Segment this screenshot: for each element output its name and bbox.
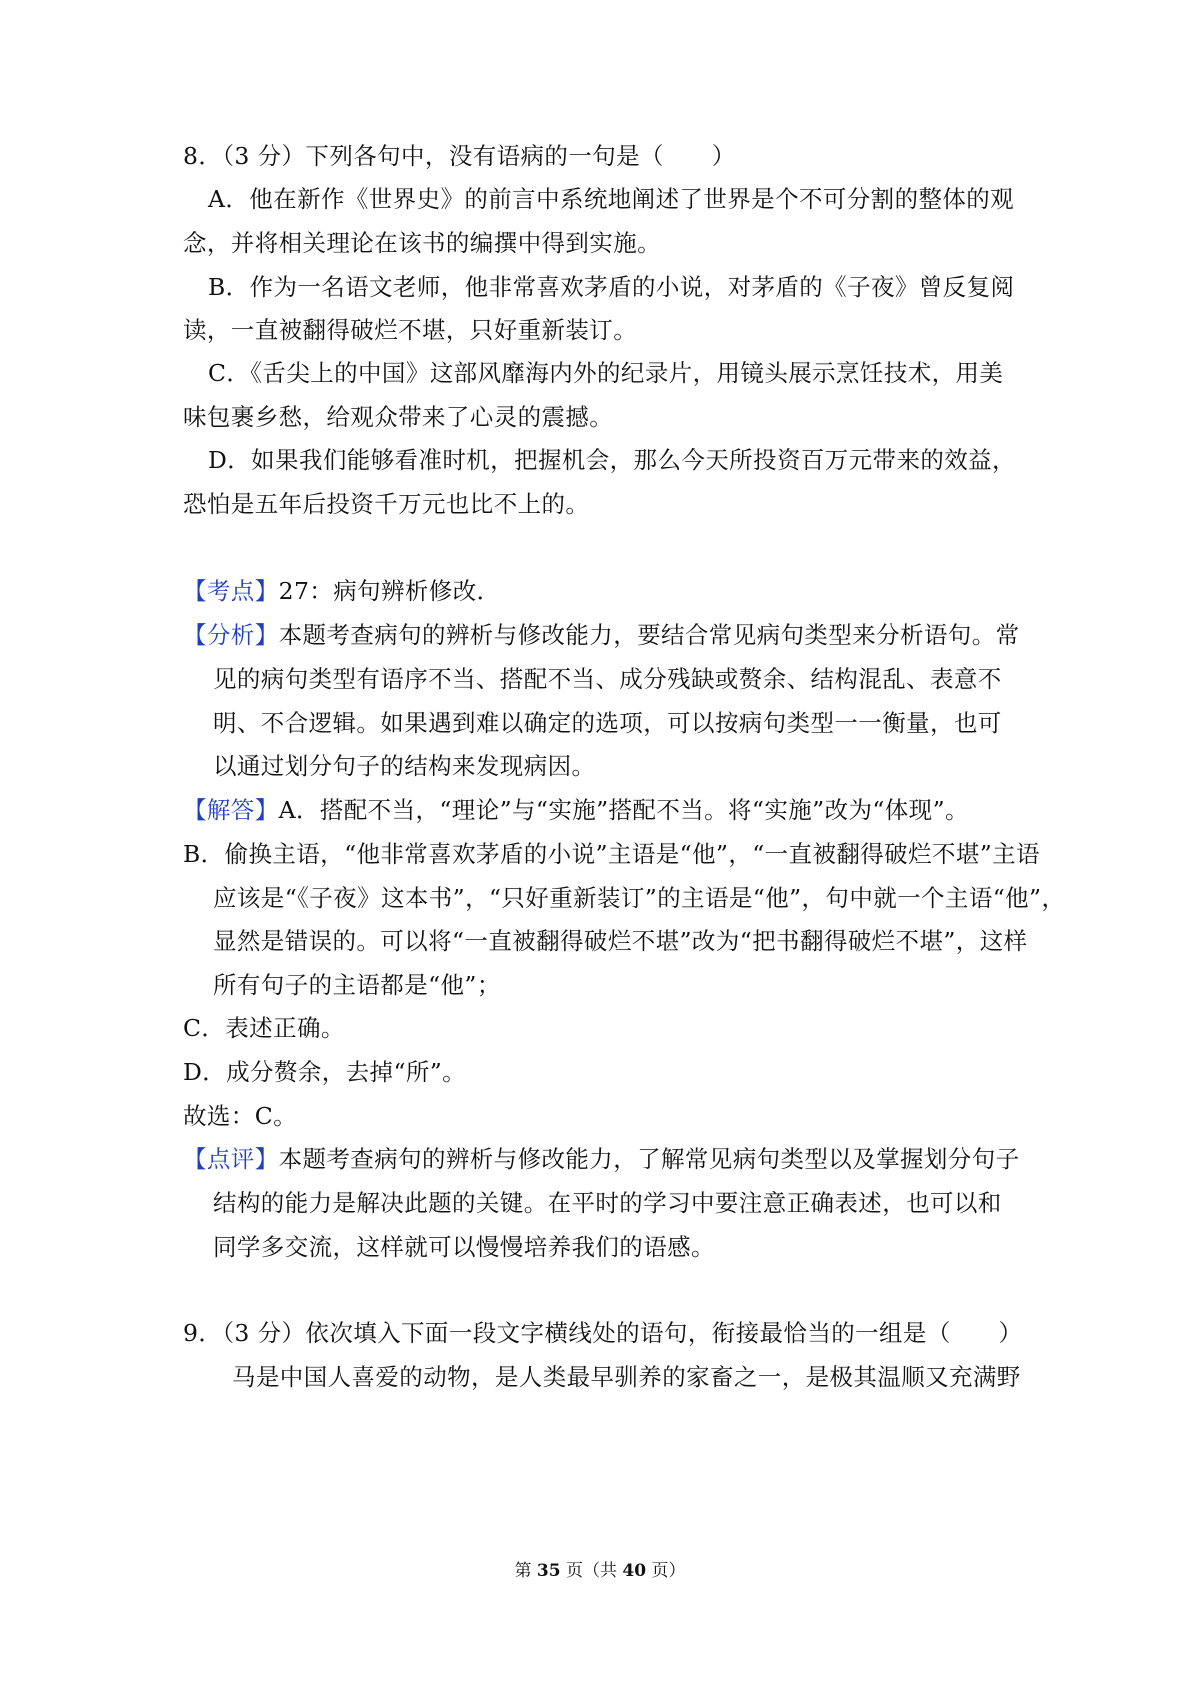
option-b-line1: B．作为一名语文老师，他非常喜欢茅盾的小说，对茅盾的《子夜》曾反复阅 [208, 273, 1015, 301]
kaodian-tag: 【考点】 [183, 577, 279, 605]
option-a-line1: A．他在新作《世界史》的前言中系统地阐述了世界是个不可分割的整体的观 [208, 185, 1015, 213]
jieda-row [183, 794, 1023, 826]
jieda-b-line3: 显然是错误的。可以将“一直被翻得破烂不堪”改为“把书翻得破烂不堪”，这样 [213, 927, 1028, 955]
jieda-c-line: C．表述正确。 [183, 1014, 345, 1042]
option-c-line1: C．《舌尖上的中国》这部风靡海内外的纪录片，用镜头展示烹饪技术，用美 [208, 359, 1004, 387]
jieda-line1: A．搭配不当，“理论”与“实施”搭配不当。将“实施”改为“体现”。 [278, 796, 969, 824]
jieda-tag: 【解答】 [183, 796, 279, 824]
option-d-line2: 恐怕是五年后投资千万元也比不上的。 [183, 490, 590, 518]
kaodian-row [183, 575, 1023, 607]
fenxi-line2: 见的病句类型有语序不当、搭配不当、成分残缺或赘余、结构混乱、表意不 [213, 665, 1002, 693]
fenxi-line1: 本题考查病句的辨析与修改能力，要结合常见病句类型来分析语句。常 [278, 621, 1020, 649]
option-d-line1: D．如果我们能够看准时机，把握机会，那么今天所投资百万元带来的效益， [208, 446, 1016, 474]
footer-suffix: 页） [646, 1561, 686, 1581]
kaodian-text: 27：病句辨析修改． [278, 577, 501, 605]
dianping-line3: 同学多交流，这样就可以慢慢培养我们的语感。 [213, 1233, 715, 1261]
option-a-line2: 念，并将相关理论在该书的编撰中得到实施。 [183, 229, 661, 257]
option-b-line2: 读，一直被翻得破烂不堪，只好重新装订。 [183, 316, 638, 344]
question-9-stem: 9．（3 分）依次填入下面一段文字横线处的语句，衔接最恰当的一组是（ ） [183, 1319, 1023, 1347]
fenxi-row [183, 619, 1023, 651]
fenxi-tag: 【分析】 [183, 621, 279, 649]
question-9-paragraph: 马是中国人喜爱的动物，是人类最早驯养的家畜之一，是极其温顺又充满野 [232, 1363, 1021, 1391]
footer-total-pages: 40 [622, 1561, 647, 1581]
jieda-d-line: D．成分赘余，去掉“所”。 [183, 1058, 467, 1086]
question-8-stem: 8．（3 分）下列各句中，没有语病的一句是（ ） [183, 142, 736, 170]
footer-prefix: 第 [514, 1561, 537, 1581]
page-footer [0, 1560, 1200, 1582]
answer-line: 故选：C。 [183, 1102, 297, 1130]
dianping-tag: 【点评】 [183, 1145, 279, 1173]
jieda-b-line4: 所有句子的主语都是“他”； [213, 971, 501, 999]
option-c-line2: 味包裹乡愁，给观众带来了心灵的震撼。 [183, 403, 614, 431]
dianping-line1: 本题考查病句的辨析与修改能力，了解常见病句类型以及掌握划分句子 [278, 1145, 1020, 1173]
jieda-b-line2: 应该是“《子夜》这本书”，“只好重新装订”的主语是“他”，句中就一个主语“他”， [213, 884, 1066, 912]
fenxi-line3: 明、不合逻辑。如果遇到难以确定的选项，可以按病句类型一一衡量，也可 [213, 709, 1002, 737]
footer-middle: 页（共 [560, 1561, 623, 1581]
footer-page-number: 35 [536, 1561, 561, 1581]
dianping-line2: 结构的能力是解决此题的关键。在平时的学习中要注意正确表述，也可以和 [213, 1189, 1002, 1217]
jieda-b-line1: B．偷换主语，“他非常喜欢茅盾的小说”主语是“他”，“一直被翻得破烂不堪”主语 [183, 840, 1040, 868]
fenxi-line4: 以通过划分句子的结构来发现病因。 [213, 752, 596, 780]
dianping-row [183, 1143, 1023, 1175]
